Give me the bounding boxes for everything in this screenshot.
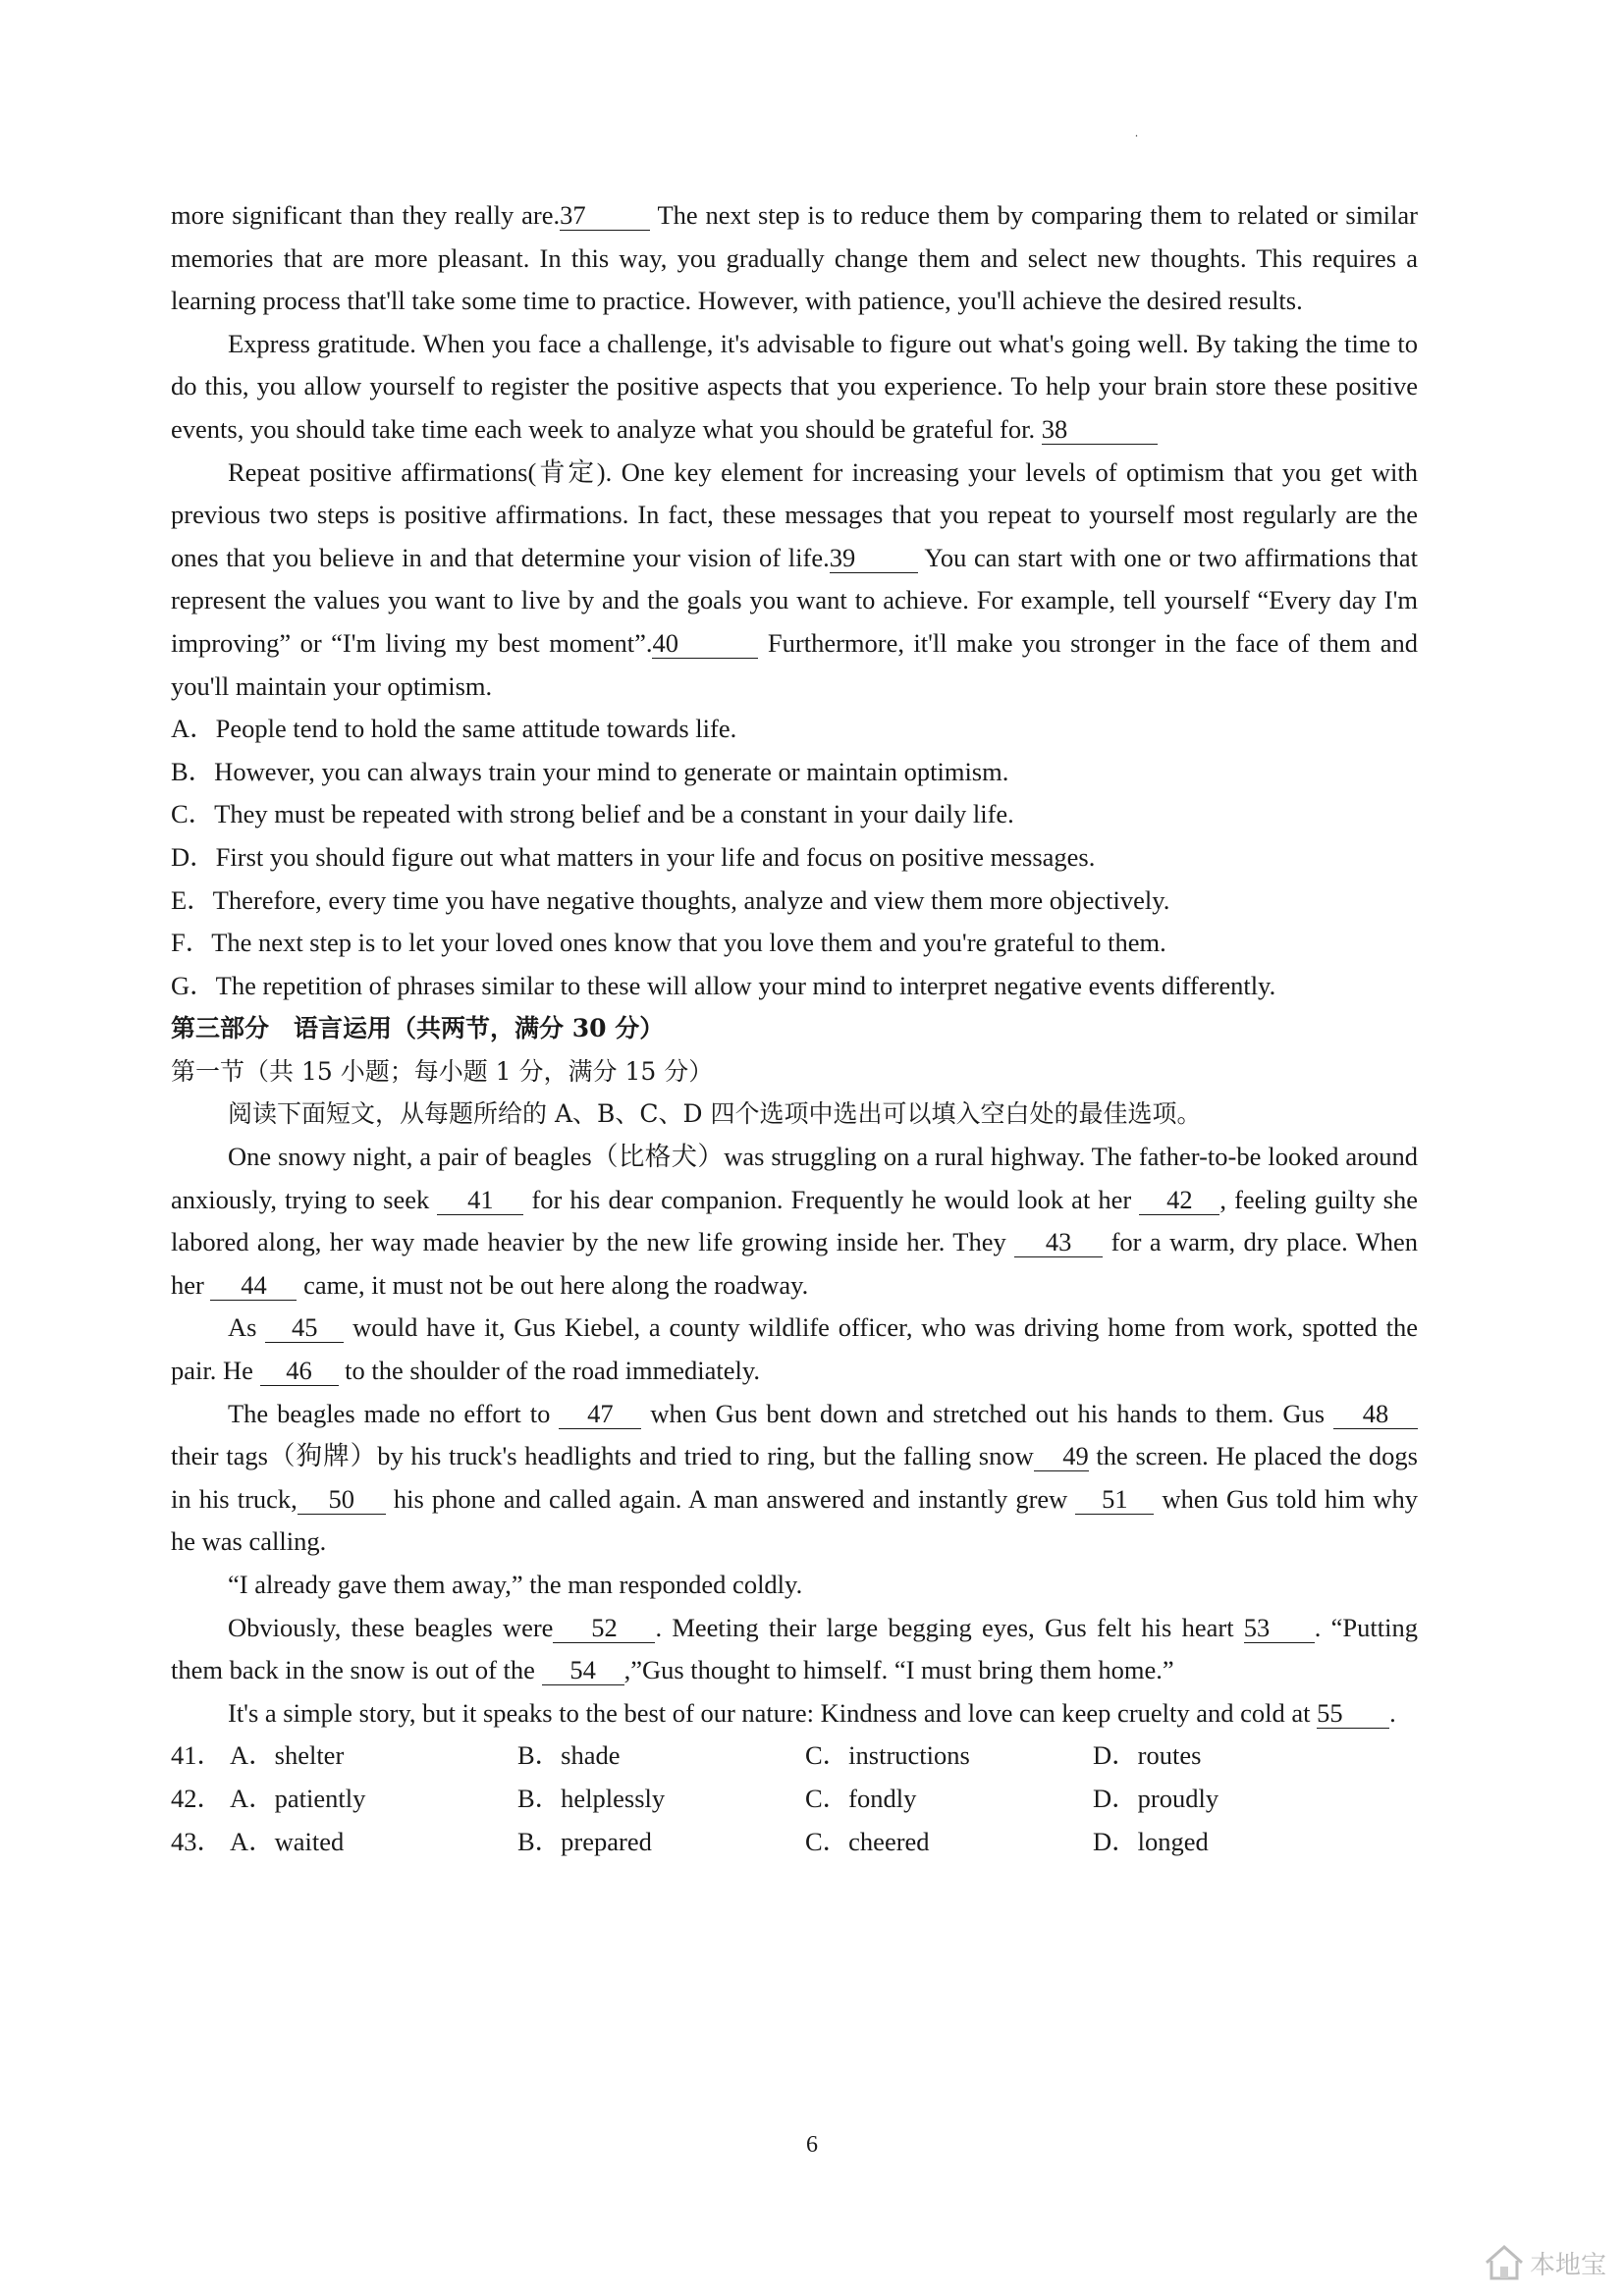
blank-53: 53 bbox=[1244, 1613, 1315, 1643]
text: . Meeting their large begging eyes, Gus felt his heart bbox=[655, 1612, 1244, 1642]
text: their tags（狗牌）by his truck's headlights and tried to ring, but the falling snow bbox=[171, 1441, 1034, 1471]
blank-48: 48 bbox=[1333, 1399, 1418, 1429]
choice-a: A．patiently bbox=[230, 1783, 366, 1813]
choice-b: B．prepared bbox=[517, 1826, 652, 1856]
blank-46: 46 bbox=[260, 1356, 339, 1386]
story-paragraph-3 bbox=[171, 1393, 1418, 1564]
option-c: C．They must be repeated with strong belief and be a constant in your daily life. bbox=[171, 799, 1014, 829]
option-b: B．However, you can always train your mind to generate or maintain optimism. bbox=[171, 756, 1009, 786]
choice-a: A．waited bbox=[230, 1826, 345, 1856]
text: One snowy night, a pair of beagles（比格犬）was struggling on a rural highway. The father-to-be looked around anxiously, trying to seek bbox=[171, 1142, 1418, 1214]
choice-b: B．helplessly bbox=[517, 1783, 666, 1813]
blank-37: 37 bbox=[560, 200, 650, 231]
blank-52: 52 bbox=[553, 1613, 655, 1643]
choice-c: C．cheered bbox=[805, 1826, 930, 1856]
choice-b: B．shade bbox=[517, 1740, 621, 1771]
part3-heading: 第三部分 语言运用（共两节，满分 30 分） bbox=[171, 1014, 665, 1043]
text: , feeling guilty she labored along, her way made heavier by the new life growing inside her. They bbox=[171, 1184, 1418, 1257]
blank-42: 42 bbox=[1139, 1185, 1219, 1215]
blank-39: 39 bbox=[830, 543, 918, 573]
text: for a warm, dry place. When her bbox=[171, 1227, 1418, 1300]
choice-row-43 bbox=[171, 1821, 1418, 1864]
question-number: 41． bbox=[171, 1740, 223, 1771]
text: when Gus bent down and stretched out his hands to them. Gus bbox=[641, 1398, 1333, 1428]
text: the screen. He placed the dogs in his truck, bbox=[171, 1441, 1418, 1514]
blank-43: 43 bbox=[1014, 1227, 1103, 1257]
text: came, it must not be out here along the roadway. bbox=[297, 1269, 809, 1300]
text: Express gratitude. When you face a challenge, it's advisable to figure out what's going well. By taking the time to do this, you allow yourself to register the positive aspects that you experience. To help your brain store these positive events, you should take time each week to analyze what you should be grateful for. bbox=[171, 328, 1418, 444]
option-e: E．Therefore, every time you have negative thoughts, analyze and view them more objectively. bbox=[171, 884, 1170, 915]
text: . bbox=[1389, 1697, 1396, 1728]
blank-41: 41 bbox=[437, 1185, 523, 1215]
option-g: G．The repetition of phrases similar to these will allow your mind to interpret negative events differently. bbox=[171, 970, 1276, 1000]
section1-heading: 第一节（共 15 小题；每小题 1 分，满分 15 分） bbox=[171, 1056, 714, 1086]
story-paragraph-2 bbox=[171, 1307, 1418, 1392]
paragraph-cont bbox=[171, 194, 1418, 323]
text: Obviously, these beagles were bbox=[228, 1612, 554, 1642]
text: Repeat positive affirmations(肯定). One key element for increasing your levels of optimism that you get with previous two steps is positive affirmations. In fact, these messages that you repeat to yourself most regularly are the ones that you believe in and that determine your vision of life. bbox=[171, 456, 1418, 572]
choices-table bbox=[171, 1735, 1418, 1863]
story-paragraph-1 bbox=[171, 1136, 1418, 1307]
blank-45: 45 bbox=[265, 1312, 344, 1343]
choice-d: D．proudly bbox=[1093, 1783, 1219, 1813]
text: to the shoulder of the road immediately. bbox=[338, 1356, 761, 1386]
paragraph-affirmations bbox=[171, 452, 1418, 709]
choice-row-42 bbox=[171, 1778, 1418, 1821]
text: The next step is to reduce them by comparing them to related or similar memories that are more pleasant. In this way, you gradually change them and select new thoughts. This requires a learning process that'll take some time to practice. However, with patience, you'll achieve the desired results. bbox=[171, 200, 1418, 316]
option-a: A．People tend to hold the same attitude towards life. bbox=[171, 714, 737, 744]
instruction: 阅读下面短文，从每题所给的 A、B、C、D 四个选项中选出可以填入空白处的最佳选项。 bbox=[228, 1099, 1202, 1129]
blank-40: 40 bbox=[652, 628, 758, 659]
question-number: 43． bbox=[171, 1826, 223, 1856]
text: . “Putting them back in the snow is out of the bbox=[171, 1612, 1418, 1685]
text: As bbox=[228, 1312, 266, 1343]
top-mark: . bbox=[1135, 126, 1138, 139]
choice-row-41 bbox=[171, 1735, 1418, 1778]
choice-d: D．longed bbox=[1093, 1826, 1209, 1856]
blank-44: 44 bbox=[210, 1270, 297, 1301]
watermark bbox=[1483, 2243, 1606, 2282]
text: would have it, Gus Kiebel, a county wildlife officer, who was driving home from work, spotted the pair. He bbox=[171, 1312, 1419, 1386]
text: ,”Gus thought to himself. “I must bring them home.” bbox=[623, 1655, 1174, 1685]
choice-d: D．routes bbox=[1093, 1740, 1202, 1771]
question-number: 42． bbox=[171, 1783, 223, 1813]
house-logo-icon bbox=[1483, 2243, 1526, 2282]
text: more significant than they really are. bbox=[171, 200, 561, 230]
text: when Gus told him why he was calling. bbox=[171, 1483, 1418, 1557]
watermark-text: 本地宝 bbox=[1529, 2250, 1606, 2280]
choice-a: A．shelter bbox=[230, 1740, 345, 1771]
text: You can start with one or two affirmations that represent the values you want to live by and the goals you want to achieve. For example, tell yourself “Every day I'm improving” or “I'm living my best moment”. bbox=[171, 542, 1418, 658]
document-page bbox=[171, 194, 1418, 1863]
option-f: F．The next step is to let your loved ones know that you love them and you're grateful to them. bbox=[171, 928, 1166, 958]
page-number: 6 bbox=[806, 2132, 818, 2158]
paragraph-gratitude bbox=[171, 323, 1418, 452]
blank-50: 50 bbox=[298, 1484, 386, 1515]
blank-55: 55 bbox=[1317, 1698, 1389, 1729]
story-paragraph-4: “I already gave them away,” the man responded coldly. bbox=[228, 1570, 803, 1599]
blank-49: 49 bbox=[1034, 1441, 1089, 1471]
choice-c: C．instructions bbox=[805, 1740, 970, 1771]
option-d: D．First you should figure out what matters in your life and focus on positive messages. bbox=[171, 841, 1096, 872]
options-list bbox=[171, 708, 1418, 1007]
blank-38: 38 bbox=[1042, 414, 1158, 445]
blank-54: 54 bbox=[542, 1655, 624, 1685]
text: Furthermore, it'll make you stronger in the face of them and you'll maintain your optimism. bbox=[171, 627, 1418, 701]
story-paragraph-6 bbox=[171, 1692, 1418, 1735]
blank-47: 47 bbox=[559, 1399, 641, 1429]
text: It's a simple story, but it speaks to the best of our nature: Kindness and love can keep cruelty and cold at bbox=[228, 1697, 1318, 1728]
text: for his dear companion. Frequently he would look at her bbox=[523, 1184, 1140, 1214]
text: The beagles made no effort to bbox=[228, 1398, 560, 1428]
blank-51: 51 bbox=[1075, 1484, 1154, 1515]
choice-c: C．fondly bbox=[805, 1783, 917, 1813]
story-paragraph-5 bbox=[171, 1607, 1418, 1692]
text: his phone and called again. A man answered and instantly grew bbox=[385, 1483, 1076, 1514]
